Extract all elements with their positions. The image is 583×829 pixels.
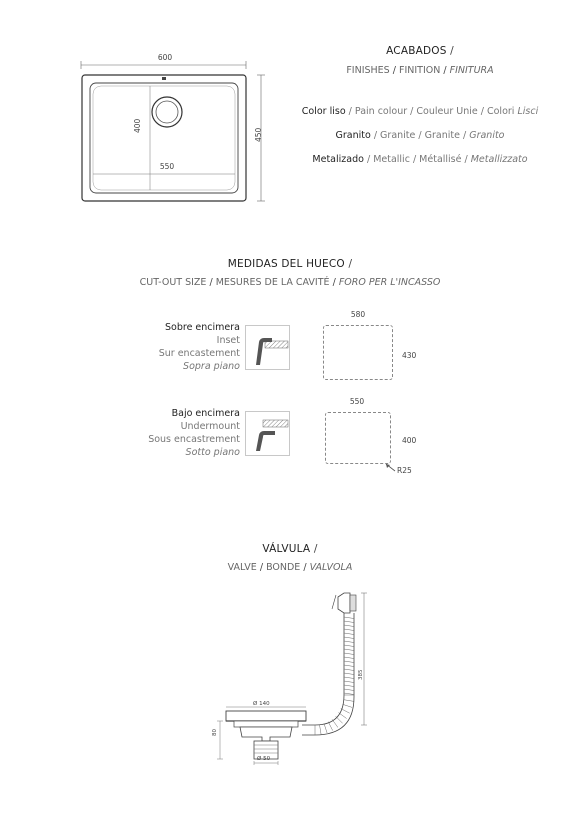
undermount-labels bbox=[120, 407, 240, 459]
undermount-label-es: Bajo encimera bbox=[171, 408, 240, 419]
inset-icon bbox=[245, 325, 290, 374]
valve-sub-en: VALVE bbox=[227, 562, 257, 573]
valve-drawing bbox=[210, 585, 380, 779]
undermount-label-fr: Sous encastrement bbox=[148, 434, 240, 445]
finish-row-metallic-main: Metalizado bbox=[312, 154, 364, 165]
undermount-radius-label: R25 bbox=[397, 466, 412, 475]
finishes-subtitle: FINISHES / FINITION / FINITURA bbox=[346, 65, 494, 76]
valve-dim-140: Ø 140 bbox=[253, 701, 270, 707]
finish-row-metallic-en: Metallic bbox=[373, 154, 410, 165]
valve-dim-385: 385 bbox=[358, 669, 364, 680]
undermount-label-it: Sotto piano bbox=[185, 447, 240, 458]
inset-label-fr: Sur encastement bbox=[158, 348, 240, 359]
finishes-sub-en: FINISHES bbox=[346, 65, 390, 76]
undermount-icon bbox=[245, 411, 290, 460]
inset-width-label: 580 bbox=[350, 310, 366, 319]
inset-labels bbox=[120, 321, 240, 373]
valve-title-text: VÁLVULA bbox=[262, 543, 311, 555]
valve-subtitle: VALVE / BONDE / VALVOLA bbox=[227, 562, 353, 573]
finish-row-metallic-fr: Métallisé bbox=[419, 154, 462, 165]
cutout-sub-it: FORO PER L'INCASSO bbox=[338, 277, 441, 288]
cutout-sub-fr: MESURES DE LA CAVITÉ bbox=[215, 277, 330, 288]
finish-row-plain-it-a: Colori bbox=[486, 106, 515, 117]
finishes-sub-fr: FINITION bbox=[398, 65, 441, 76]
finish-row-metallic-it: Metallizzato bbox=[470, 154, 528, 165]
finish-row-granite-fr: Granite bbox=[424, 130, 460, 141]
cutout-sub-en: CUT-OUT SIZE bbox=[139, 277, 207, 288]
cutout-title-sep: / bbox=[348, 258, 353, 270]
finish-row-plain: Color liso / Pain colour / Couleur Unie / Colori Lisci bbox=[301, 106, 539, 117]
sink-inner-height-label: 400 bbox=[133, 118, 142, 133]
inset-label-en: Inset bbox=[216, 335, 240, 346]
undermount-width-label: 550 bbox=[349, 397, 365, 406]
finish-row-granite-en: Granite bbox=[380, 130, 416, 141]
finishes-title bbox=[310, 45, 530, 57]
inset-label-es: Sobre encimera bbox=[165, 322, 240, 333]
finish-row-plain-en: Pain colour bbox=[354, 106, 408, 117]
finishes-title-text: ACABADOS bbox=[386, 45, 447, 57]
finish-row-plain-it-b: Lisci bbox=[517, 106, 539, 117]
valve-svg bbox=[210, 585, 380, 775]
finish-row-plain-main: Color liso bbox=[301, 106, 346, 117]
undermount-height-label: 400 bbox=[402, 436, 417, 445]
sink-height-label: 450 bbox=[254, 127, 263, 142]
valve-dim-80: 80 bbox=[212, 729, 218, 736]
sink-inner-width-label: 550 bbox=[159, 162, 175, 171]
sink-width-label: 600 bbox=[157, 53, 173, 62]
inset-label-it: Sopra piano bbox=[183, 361, 240, 372]
valve-sub-fr: BONDE bbox=[266, 562, 301, 573]
finish-row-granite-main: Granito bbox=[335, 130, 371, 141]
finishes-title-sep: / bbox=[450, 45, 454, 57]
finishes-sub-it: FINITURA bbox=[449, 65, 494, 76]
finish-row-granite: Granito / Granite / Granite / Granito bbox=[335, 130, 505, 141]
valve-title-sep: / bbox=[313, 543, 318, 555]
finish-row-granite-it: Granito bbox=[469, 130, 505, 141]
sink-outline-svg bbox=[70, 50, 275, 210]
finish-row-metallic: Metalizado / Metallic / Métallisé / Metallizzato bbox=[312, 154, 528, 165]
valve-title bbox=[180, 543, 400, 555]
inset-cutout-outline bbox=[323, 325, 393, 380]
valve-dim-50: Ø 50 bbox=[257, 756, 271, 762]
valve-sub-it: VALVOLA bbox=[309, 562, 353, 573]
cutout-title-text: MEDIDAS DEL HUECO bbox=[227, 258, 345, 270]
undermount-cutout-outline bbox=[325, 412, 391, 464]
undermount-label-en: Undermount bbox=[180, 421, 240, 432]
inset-height-label: 430 bbox=[402, 351, 417, 360]
cutout-subtitle: CUT-OUT SIZE / MESURES DE LA CAVITÉ / FORO PER L'INCASSO bbox=[139, 277, 441, 288]
sink-drawing bbox=[70, 50, 275, 210]
finish-row-plain-fr: Couleur Unie bbox=[416, 106, 478, 117]
cutout-title bbox=[180, 258, 400, 270]
